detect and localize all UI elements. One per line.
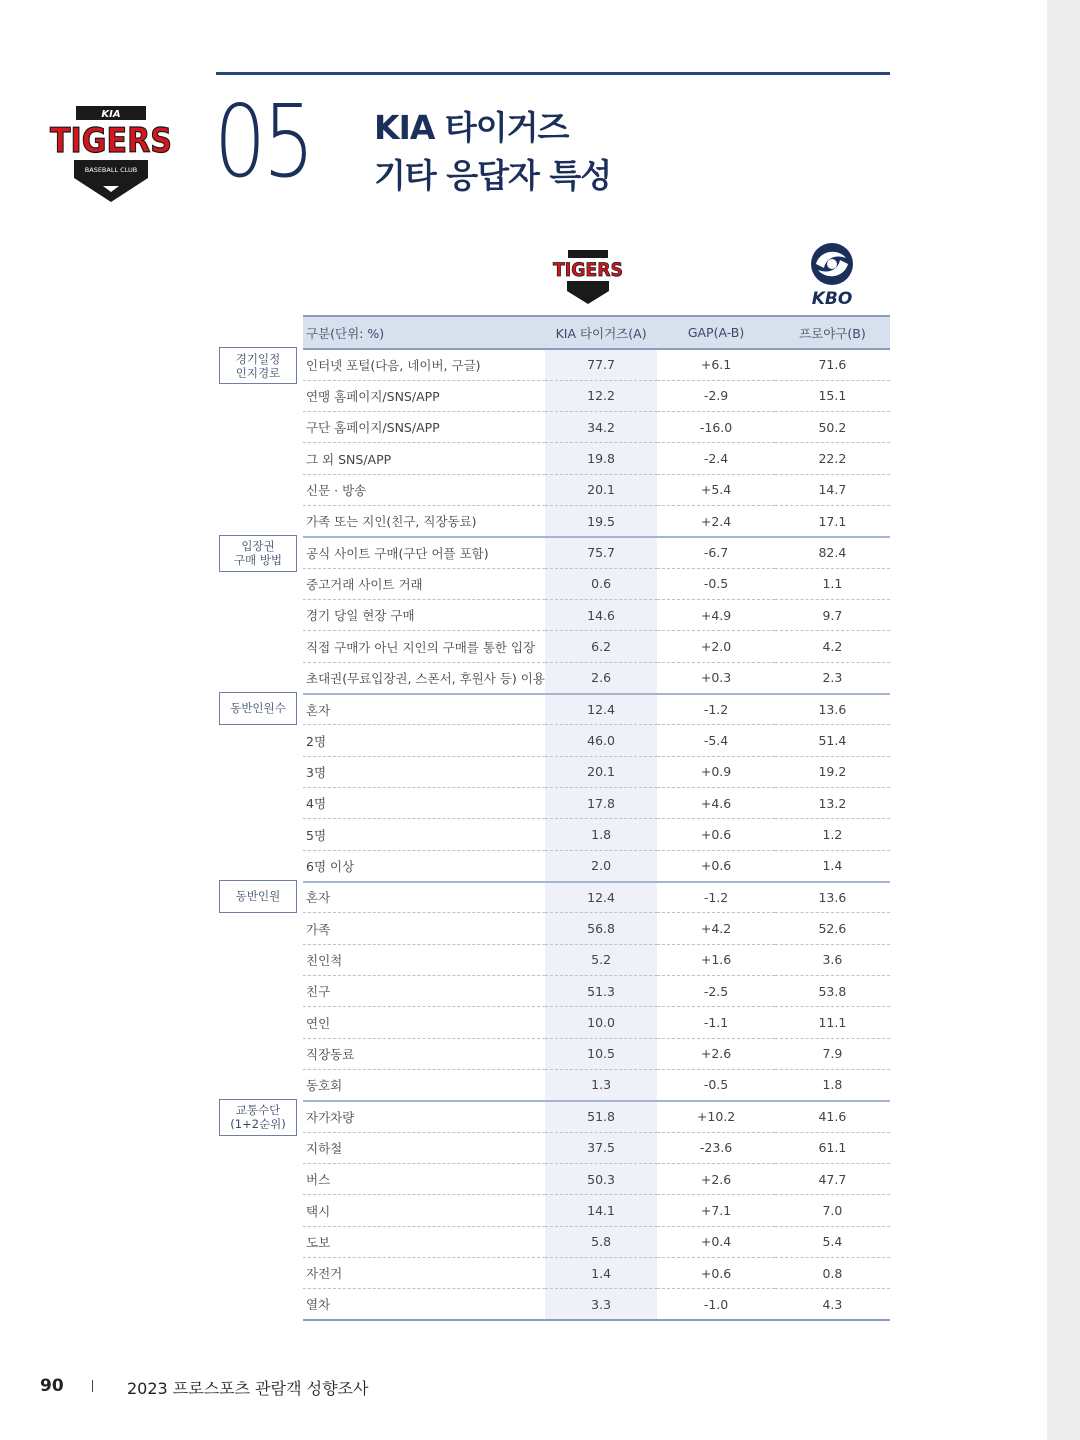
- kia-value: 12.4: [545, 882, 657, 913]
- kia-value: 1.8: [545, 819, 657, 850]
- kia-value: 46.0: [545, 725, 657, 756]
- kia-value: 3.3: [545, 1289, 657, 1320]
- table-header-row: [303, 316, 890, 349]
- tigers-logo-small: [552, 248, 624, 306]
- kia-value: 10.0: [545, 1007, 657, 1038]
- table-row: [303, 631, 890, 662]
- kbo-value: 53.8: [775, 976, 890, 1007]
- header-rule: [216, 72, 890, 75]
- page-number: 90: [40, 1376, 64, 1396]
- row-label: 중고거래 사이트 거래: [303, 568, 545, 599]
- group-label: [219, 880, 297, 913]
- kia-value: 19.8: [545, 443, 657, 474]
- group-label: [219, 347, 297, 384]
- group-label: [219, 1099, 297, 1136]
- gap-value: +7.1: [657, 1195, 775, 1226]
- table-row: [303, 725, 890, 756]
- kia-value: 17.8: [545, 788, 657, 819]
- row-label: 인터넷 포털(다음, 네이버, 구글): [303, 349, 545, 380]
- table-row: [303, 976, 890, 1007]
- row-label: 경기 당일 현장 구매: [303, 600, 545, 631]
- header-kia: KIA 타이거즈(A): [545, 316, 657, 349]
- row-label: 6명 이상: [303, 850, 545, 881]
- header-kbo: 프로야구(B): [775, 316, 890, 349]
- header-category: 구분(단위: %): [303, 316, 545, 349]
- kia-value: 1.3: [545, 1070, 657, 1101]
- gap-value: -6.7: [657, 537, 775, 568]
- gap-value: -5.4: [657, 725, 775, 756]
- group-label-line-1: 경기일정: [235, 351, 281, 366]
- kia-value: 12.2: [545, 380, 657, 411]
- row-label: 지하철: [303, 1132, 545, 1163]
- kbo-value: 2.3: [775, 662, 890, 693]
- gap-value: +0.4: [657, 1226, 775, 1257]
- tigers-logo: [48, 104, 174, 204]
- kbo-value: 1.1: [775, 568, 890, 599]
- kbo-value: 1.4: [775, 850, 890, 881]
- kia-value: 12.4: [545, 694, 657, 725]
- gap-value: +0.6: [657, 819, 775, 850]
- gap-value: +0.3: [657, 662, 775, 693]
- table-row: [303, 474, 890, 505]
- row-label: 4명: [303, 788, 545, 819]
- gap-value: +4.9: [657, 600, 775, 631]
- table-row: [303, 412, 890, 443]
- section-number: 05: [214, 83, 312, 200]
- gap-value: -0.5: [657, 568, 775, 599]
- kbo-value: 3.6: [775, 944, 890, 975]
- row-label: 연맹 홈페이지/SNS/APP: [303, 380, 545, 411]
- kbo-value: 7.0: [775, 1195, 890, 1226]
- gap-value: +2.4: [657, 506, 775, 537]
- row-label: 자전거: [303, 1258, 545, 1289]
- table-row: [303, 1007, 890, 1038]
- kbo-value: 17.1: [775, 506, 890, 537]
- kia-value: 50.3: [545, 1164, 657, 1195]
- table-row: [303, 1164, 890, 1195]
- page-edge-strip: [1047, 0, 1080, 1440]
- kbo-logo: [806, 242, 858, 308]
- group-label-line-2: 구매 방법: [233, 553, 283, 568]
- kia-value: 2.6: [545, 662, 657, 693]
- row-label: 동호회: [303, 1070, 545, 1101]
- table-row: [303, 1101, 890, 1132]
- row-label: 구단 홈페이지/SNS/APP: [303, 412, 545, 443]
- table-row: [303, 662, 890, 693]
- kia-value: 2.0: [545, 850, 657, 881]
- kia-value: 77.7: [545, 349, 657, 380]
- row-label: 5명: [303, 819, 545, 850]
- respondent-table: [303, 315, 890, 1321]
- gap-value: +2.0: [657, 631, 775, 662]
- logo-wordmark: TIGERS: [50, 121, 172, 161]
- gap-value: +0.6: [657, 1258, 775, 1289]
- table-row: [303, 537, 890, 568]
- kbo-value: 15.1: [775, 380, 890, 411]
- title-line-2: 기타 응답자 특성: [374, 156, 612, 195]
- kia-value: 51.8: [545, 1101, 657, 1132]
- gap-value: -1.0: [657, 1289, 775, 1320]
- kia-value: 51.3: [545, 976, 657, 1007]
- kbo-value: 13.6: [775, 694, 890, 725]
- row-label: 직접 구매가 아닌 지인의 구매를 통한 입장: [303, 631, 545, 662]
- kbo-value: 1.2: [775, 819, 890, 850]
- gap-value: -1.1: [657, 1007, 775, 1038]
- row-label: 도보: [303, 1226, 545, 1257]
- row-label: 가족: [303, 913, 545, 944]
- kia-value: 20.1: [545, 756, 657, 787]
- table-row: [303, 1038, 890, 1069]
- table-body: [303, 349, 890, 1320]
- gap-value: -1.2: [657, 694, 775, 725]
- kbo-value: 5.4: [775, 1226, 890, 1257]
- gap-value: +10.2: [657, 1101, 775, 1132]
- row-label: 열차: [303, 1289, 545, 1320]
- row-label: 신문 · 방송: [303, 474, 545, 505]
- row-label: 버스: [303, 1164, 545, 1195]
- kbo-value: 41.6: [775, 1101, 890, 1132]
- kbo-value: 47.7: [775, 1164, 890, 1195]
- kbo-value: 19.2: [775, 756, 890, 787]
- table-row: [303, 944, 890, 975]
- kbo-value: 1.8: [775, 1070, 890, 1101]
- table-row: [303, 850, 890, 881]
- row-label: 초대권(무료입장권, 스폰서, 후원사 등) 이용: [303, 662, 545, 693]
- publication-title: 2023 프로스포츠 관람객 성향조사: [127, 1379, 369, 1398]
- row-label: 혼자: [303, 694, 545, 725]
- kia-value: 10.5: [545, 1038, 657, 1069]
- kbo-value: 0.8: [775, 1258, 890, 1289]
- table-row: [303, 819, 890, 850]
- table-row: [303, 1132, 890, 1163]
- table-row: [303, 694, 890, 725]
- gap-value: -2.5: [657, 976, 775, 1007]
- row-label: 2명: [303, 725, 545, 756]
- kbo-value: 82.4: [775, 537, 890, 568]
- group-label-line-2: (1+2순위): [230, 1117, 286, 1132]
- kbo-value: 61.1: [775, 1132, 890, 1163]
- row-label: 그 외 SNS/APP: [303, 443, 545, 474]
- logo-subtext: BASEBALL CLUB: [84, 166, 138, 174]
- kia-value: 1.4: [545, 1258, 657, 1289]
- kia-value: 56.8: [545, 913, 657, 944]
- kia-value: 75.7: [545, 537, 657, 568]
- kia-value: 20.1: [545, 474, 657, 505]
- kia-value: 5.2: [545, 944, 657, 975]
- table-row: [303, 882, 890, 913]
- kia-value: 34.2: [545, 412, 657, 443]
- table-row: [303, 756, 890, 787]
- logo-small-wordmark: TIGERS: [553, 259, 623, 281]
- gap-value: -2.9: [657, 380, 775, 411]
- kbo-value: 11.1: [775, 1007, 890, 1038]
- footer-separator: [92, 1380, 93, 1392]
- gap-value: +4.6: [657, 788, 775, 819]
- kbo-value: 51.4: [775, 725, 890, 756]
- row-label: 연인: [303, 1007, 545, 1038]
- group-label: [219, 692, 297, 725]
- gap-value: +4.2: [657, 913, 775, 944]
- kia-value: 19.5: [545, 506, 657, 537]
- kbo-value: 13.2: [775, 788, 890, 819]
- kbo-value: 22.2: [775, 443, 890, 474]
- row-label: 공식 사이트 구매(구단 어플 포함): [303, 537, 545, 568]
- kia-value: 14.1: [545, 1195, 657, 1226]
- kia-value: 0.6: [545, 568, 657, 599]
- group-label-line-1: 입장권: [241, 539, 275, 554]
- row-label: 친인척: [303, 944, 545, 975]
- kbo-value: 4.2: [775, 631, 890, 662]
- row-label: 3명: [303, 756, 545, 787]
- gap-value: -23.6: [657, 1132, 775, 1163]
- gap-value: -2.4: [657, 443, 775, 474]
- table-row: [303, 380, 890, 411]
- gap-value: +0.6: [657, 850, 775, 881]
- table-row: [303, 600, 890, 631]
- gap-value: +2.6: [657, 1038, 775, 1069]
- kbo-value: 4.3: [775, 1289, 890, 1320]
- gap-value: +0.9: [657, 756, 775, 787]
- gap-value: +5.4: [657, 474, 775, 505]
- gap-value: -16.0: [657, 412, 775, 443]
- page-title: [374, 104, 611, 200]
- table-row: [303, 1070, 890, 1101]
- table-row: [303, 506, 890, 537]
- table-row: [303, 1195, 890, 1226]
- kbo-value: 13.6: [775, 882, 890, 913]
- row-label: 직장동료: [303, 1038, 545, 1069]
- title-line-1: KIA 타이거즈: [374, 108, 569, 147]
- gap-value: -0.5: [657, 1070, 775, 1101]
- row-label: 자가차량: [303, 1101, 545, 1132]
- table-row: [303, 1289, 890, 1320]
- kbo-value: 50.2: [775, 412, 890, 443]
- kia-value: 5.8: [545, 1226, 657, 1257]
- gap-value: +6.1: [657, 349, 775, 380]
- table-row: [303, 349, 890, 380]
- row-label: 택시: [303, 1195, 545, 1226]
- kia-value: 37.5: [545, 1132, 657, 1163]
- kbo-value: 71.6: [775, 349, 890, 380]
- gap-value: +1.6: [657, 944, 775, 975]
- kia-value: 14.6: [545, 600, 657, 631]
- table-row: [303, 788, 890, 819]
- kia-value: 6.2: [545, 631, 657, 662]
- row-label: 혼자: [303, 882, 545, 913]
- table-row: [303, 1226, 890, 1257]
- group-label-line-1: 동반인원수: [230, 701, 286, 716]
- gap-value: -1.2: [657, 882, 775, 913]
- group-label-line-1: 교통수단: [235, 1103, 281, 1118]
- logo-brand-text: KIA: [101, 109, 121, 120]
- row-label: 가족 또는 지인(친구, 직장동료): [303, 506, 545, 537]
- row-label: 친구: [303, 976, 545, 1007]
- group-label: [219, 535, 297, 572]
- kbo-value: 52.6: [775, 913, 890, 944]
- table-row: [303, 568, 890, 599]
- kbo-logo-text: KBO: [811, 289, 853, 308]
- table-row: [303, 443, 890, 474]
- table-row: [303, 1258, 890, 1289]
- header-gap: GAP(A-B): [657, 316, 775, 349]
- table-row: [303, 913, 890, 944]
- group-label-line-2: 인지경로: [235, 365, 281, 380]
- kbo-value: 9.7: [775, 600, 890, 631]
- kbo-value: 7.9: [775, 1038, 890, 1069]
- kbo-value: 14.7: [775, 474, 890, 505]
- gap-value: +2.6: [657, 1164, 775, 1195]
- group-label-line-1: 동반인원: [235, 889, 281, 904]
